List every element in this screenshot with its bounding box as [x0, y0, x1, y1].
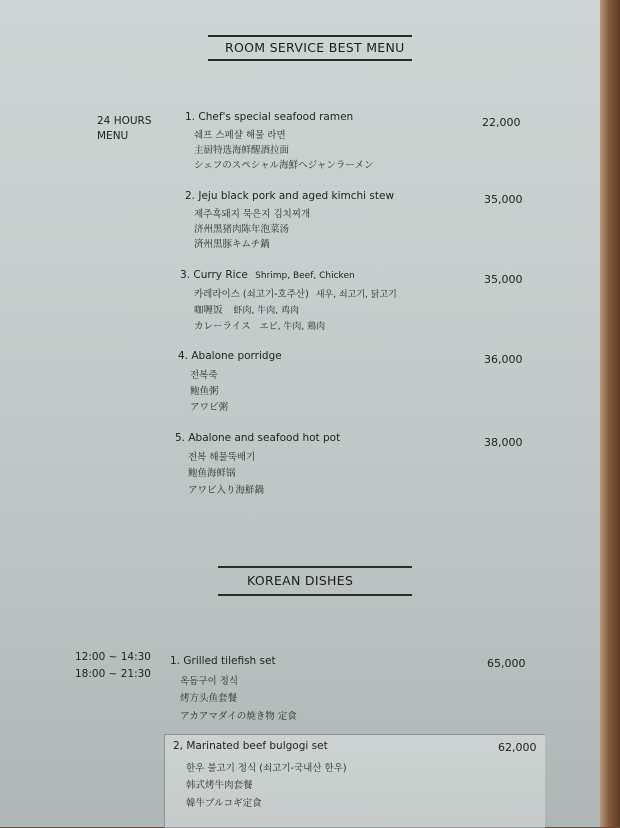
item-korean-options: 새우, 쇠고기, 닭고기	[315, 290, 397, 300]
item-chinese: 韩式烤牛肉套餐	[186, 780, 253, 791]
item-options: Shrimp, Beef, Chicken	[255, 271, 355, 281]
item-number: 4.	[178, 350, 189, 362]
hours-label: 18:00 ~ 21:30	[75, 668, 151, 680]
menu-item-name	[175, 432, 340, 444]
item-korean: 옥돔구이 정식	[180, 676, 239, 687]
item-number: 1.	[185, 111, 196, 123]
item-chinese	[194, 302, 299, 316]
menu-item-name	[180, 269, 355, 281]
item-number: 5.	[175, 432, 186, 444]
item-chinese: 鲍鱼海鲜锅	[188, 468, 236, 479]
item-japanese: アワビ粥	[190, 402, 229, 413]
item-korean: 쉐프 스페샬 해물 라면	[194, 130, 286, 141]
item-number: 2.	[185, 190, 196, 202]
menu-item-name	[178, 350, 282, 362]
menu-item-name	[185, 190, 394, 202]
item-korean	[194, 286, 397, 300]
item-korean: 한우 불고기 정식 (쇠고기-국내산 한우)	[186, 763, 347, 774]
item-number: 2,	[173, 740, 184, 752]
item-chinese: 济州黑猪肉陈年泡菜汤	[194, 224, 290, 235]
heading-rule-top	[218, 566, 412, 568]
item-korean-name: 카레라이스 (쇠고기-호주산)	[194, 289, 309, 300]
item-chinese-options: 虾肉, 牛肉, 鸡肉	[233, 306, 299, 316]
menu-item-name	[170, 655, 276, 667]
item-price: 22,000	[482, 116, 521, 129]
heading-rule-top	[208, 35, 412, 37]
hours-label: 12:00 ~ 14:30	[75, 651, 151, 663]
item-number: 1.	[170, 655, 181, 667]
item-japanese-name: カレーライス	[194, 321, 251, 332]
item-japanese-options: エビ, 牛肉, 鶏肉	[259, 322, 326, 332]
item-japanese	[194, 318, 325, 332]
item-chinese: 鲍鱼粥	[190, 386, 219, 397]
section-title: KOREAN DISHES	[247, 573, 354, 588]
hours-label: MENU	[97, 130, 129, 142]
item-title: Grilled tilefish set	[183, 655, 276, 667]
item-title: Chef's special seafood ramen	[198, 111, 354, 123]
item-price: 62,000	[498, 741, 537, 754]
item-price: 38,000	[484, 436, 523, 449]
item-japanese: 済州黒豚キムチ鍋	[194, 239, 270, 250]
item-price: 65,000	[487, 657, 526, 670]
item-chinese-name: 咖喱饭	[194, 305, 223, 316]
item-korean: 전복 해물뚝배기	[188, 452, 256, 463]
item-title: Abalone and seafood hot pot	[188, 432, 341, 444]
item-title: Jeju black pork and aged kimchi stew	[198, 190, 395, 202]
item-price: 36,000	[484, 353, 523, 366]
item-japanese: アカアマダイの焼き物 定食	[180, 711, 297, 722]
section-title: ROOM SERVICE BEST MENU	[225, 40, 405, 55]
item-korean: 전복죽	[190, 370, 218, 381]
item-price: 35,000	[484, 273, 523, 286]
item-title: Curry Rice	[193, 269, 248, 281]
item-japanese: アワビ入り海鮮鍋	[188, 485, 265, 496]
item-price: 35,000	[484, 193, 523, 206]
item-title: Abalone porridge	[191, 350, 282, 362]
menu-item-name	[185, 111, 353, 123]
menu-item-name	[173, 740, 328, 752]
item-korean: 제주흑돼지 묵은지 김치찌개	[194, 209, 311, 220]
item-chinese: 主厨特选海鲜醒酒拉面	[194, 145, 290, 156]
item-number: 3.	[180, 269, 191, 281]
hours-label: 24 HOURS	[97, 115, 152, 127]
heading-rule-bottom	[218, 594, 412, 596]
heading-rule-bottom	[208, 59, 412, 61]
item-japanese: 韓牛ブルコギ定食	[186, 798, 262, 809]
item-japanese: シェフのスペシャル海鮮ヘジャンラーメン	[194, 160, 374, 171]
item-title: Marinated beef bulgogi set	[186, 740, 328, 752]
menu-cover-edge	[600, 0, 620, 827]
item-chinese: 烤方头鱼套餐	[180, 693, 238, 704]
